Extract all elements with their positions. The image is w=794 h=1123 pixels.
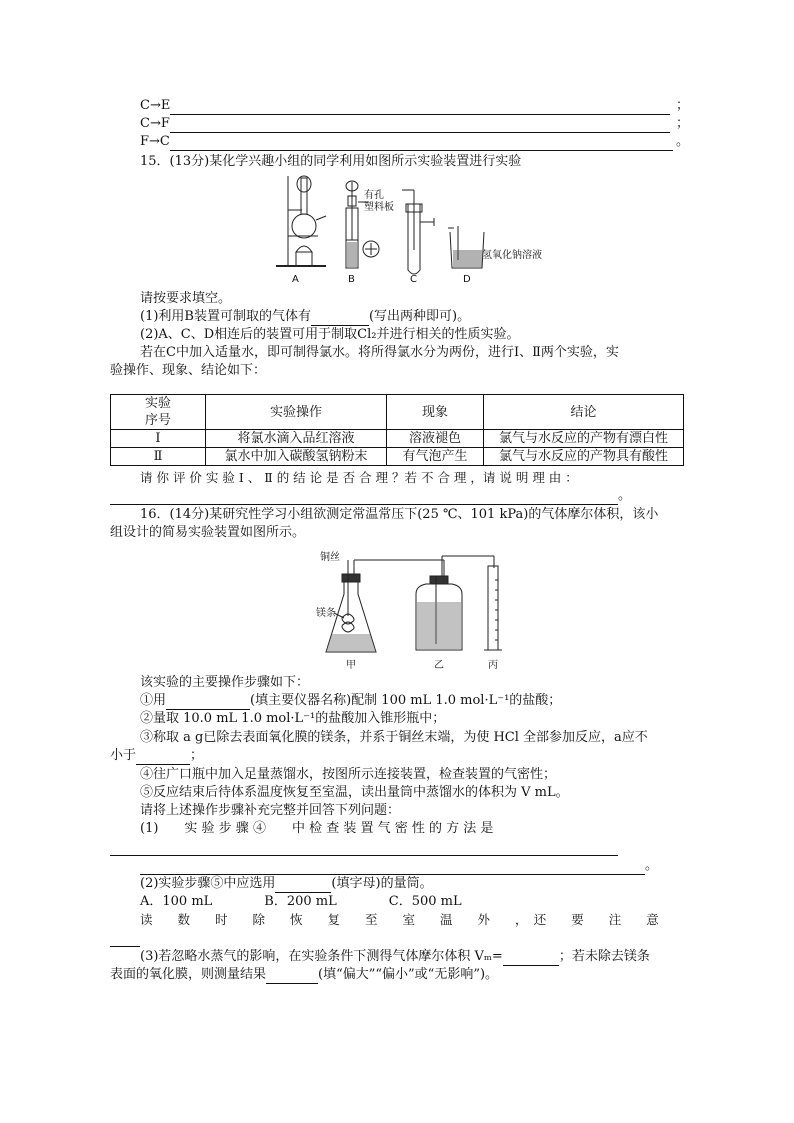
cell: 氯气与水反应的产物有漂白性 [484, 430, 684, 448]
header-phenomenon: 现象 [387, 395, 484, 430]
q16-reading-blank [110, 929, 140, 947]
table-row [111, 448, 684, 466]
q16-part3-cont: 表面的氧化膜，则测量结果 (填“偏大”“偏小”或“无影响”)。 [110, 967, 499, 982]
table-header-row [111, 395, 684, 430]
q16-part1-blank1 [110, 838, 618, 856]
mg-label: 镁条 [316, 608, 336, 619]
naoh-label: 氢氧化钠溶液 [482, 250, 542, 261]
q15-eval-answer: 。 [110, 487, 631, 505]
q16-stem-cont: 组设计的简易实验装置如图所示。 [110, 525, 306, 540]
line-end: ； [676, 98, 690, 113]
cell: 将氯水滴入品红溶液 [206, 430, 387, 448]
answer-line-f-c: F→C [140, 133, 673, 151]
label-a: A [292, 274, 299, 285]
blank-mass[interactable] [136, 751, 190, 765]
q16-apparatus-figure [316, 550, 516, 674]
cell: 有气泡产生 [387, 448, 484, 466]
label-jia: 甲 [346, 660, 356, 671]
blank-cylinder[interactable] [275, 879, 331, 893]
line-end: 。 [676, 134, 690, 149]
step-5: ⑤反应结束后待体系温度恢复至室温，读出量筒中蒸馏水的体积为 V mL。 [140, 785, 569, 800]
label-c: C [410, 274, 417, 285]
experiment-table [110, 394, 684, 466]
answer-line-c-e: C→E [140, 97, 670, 115]
q15-evaluation: 请 你 评 价 实 验 Ⅰ 、 Ⅱ 的 结 论 是 否 合 理 ？若 不 合 理 ，请 说 明 理 由 ： [140, 470, 578, 485]
header-conclusion: 结论 [484, 395, 684, 430]
blank-vm[interactable] [503, 952, 559, 966]
blank-airtight-1[interactable] [110, 842, 618, 856]
blank-reading[interactable] [110, 933, 140, 947]
step-2: ②量取 10.0 mL 1.0 mol·L⁻¹的盐酸加入锥形瓶中； [140, 711, 446, 726]
q15-stem: 15．(13分)某化学兴趣小组的同学利用如图所示实验装置进行实验 [140, 154, 522, 169]
cell: 氯水中加入碳酸氢钠粉末 [206, 448, 387, 466]
cell: 溶液褪色 [387, 430, 484, 448]
q15-instruction: 请按要求填空。 [140, 291, 232, 306]
q16-part2: (2)实验步骤⑤中应选用 (填字母)的量筒。 [140, 876, 433, 891]
label-b: B [348, 274, 355, 285]
q16-part1-blank2: 。 [140, 857, 658, 875]
label-yi: 乙 [434, 660, 444, 671]
label-bing: 丙 [488, 660, 498, 671]
q15-part2: (2)A、C、D相连后的装置可用于制取Cl₂并进行相关的性质实验。 [140, 327, 520, 342]
plate-label-2: 塑料板 [364, 202, 394, 213]
cell: Ⅰ [111, 430, 206, 448]
blank-result[interactable] [266, 970, 318, 984]
step-1: ①用 (填主要仪器名称)配制 100 mL 1.0 mol·L⁻¹的盐酸； [140, 693, 562, 708]
header-seq: 实验 序号 [111, 395, 206, 430]
answer-line-c-f: C→F [140, 115, 670, 133]
q15-apparatus-figure [268, 170, 558, 286]
blank-reason[interactable] [110, 491, 618, 505]
step-3: ③称取 a g已除去表面氧化膜的镁条，并系于铜丝末端，为使 HCl 全部参加反应，a应不 [140, 730, 648, 745]
table-row [111, 430, 684, 448]
q16-stem: 16．(14分)某研究性学习小组欲测定常温常压下(25 ℃、101 kPa)的气体摩尔体积，该小 [140, 507, 659, 522]
q16-options: A．100 mL B．200 mL C．500 mL [140, 894, 462, 909]
step-3-cont: 小于 ； [110, 748, 204, 763]
cell: 氯气与水反应的产物具有酸性 [484, 448, 684, 466]
blank-gases[interactable] [311, 312, 369, 326]
header-operation: 实验操作 [206, 395, 387, 430]
blank-rule[interactable] [170, 118, 670, 133]
wire-label: 铜丝 [320, 552, 340, 563]
q15-para-cont: 验操作、现象、结论如下： [110, 363, 267, 378]
ask-prompt: 请将上述操作步骤补充完整并回答下列问题： [140, 803, 401, 818]
q16-part1: (1) 实 验 步 骤 ④ 中 检 查 装 置 气 密 性 的 方 法 是 [140, 821, 494, 836]
q16-reading: 读 数 时 除 恢 复 至 室 温 外 ， 还 要 注 意 [140, 912, 659, 927]
steps-intro: 该实验的主要操作步骤如下： [140, 675, 310, 690]
q15-para: 若在C中加入适量水，即可制得氯水。将所得氯水分为两份，进行Ⅰ、Ⅱ两个实验，实 [140, 345, 619, 360]
blank-instrument[interactable] [166, 696, 250, 710]
blank-rule[interactable] [170, 136, 673, 151]
step-4: ④往广口瓶中加入足量蒸馏水，按图所示连接装置，检查装置的气密性； [140, 767, 557, 782]
blank-airtight-2[interactable] [140, 861, 645, 875]
label-d: D [463, 274, 471, 285]
blank-rule[interactable] [170, 100, 670, 115]
line-end: ； [676, 116, 690, 131]
cell: Ⅱ [111, 448, 206, 466]
q15-part1: (1)利用B装置可制取的气体有 (写出两种即可)。 [140, 309, 471, 324]
q16-part3: (3)若忽略水蒸气的影响，在实验条件下测得气体摩尔体积 Vₘ= ；若未除去镁条 [140, 949, 650, 964]
plate-label-1: 有孔 [364, 190, 384, 201]
